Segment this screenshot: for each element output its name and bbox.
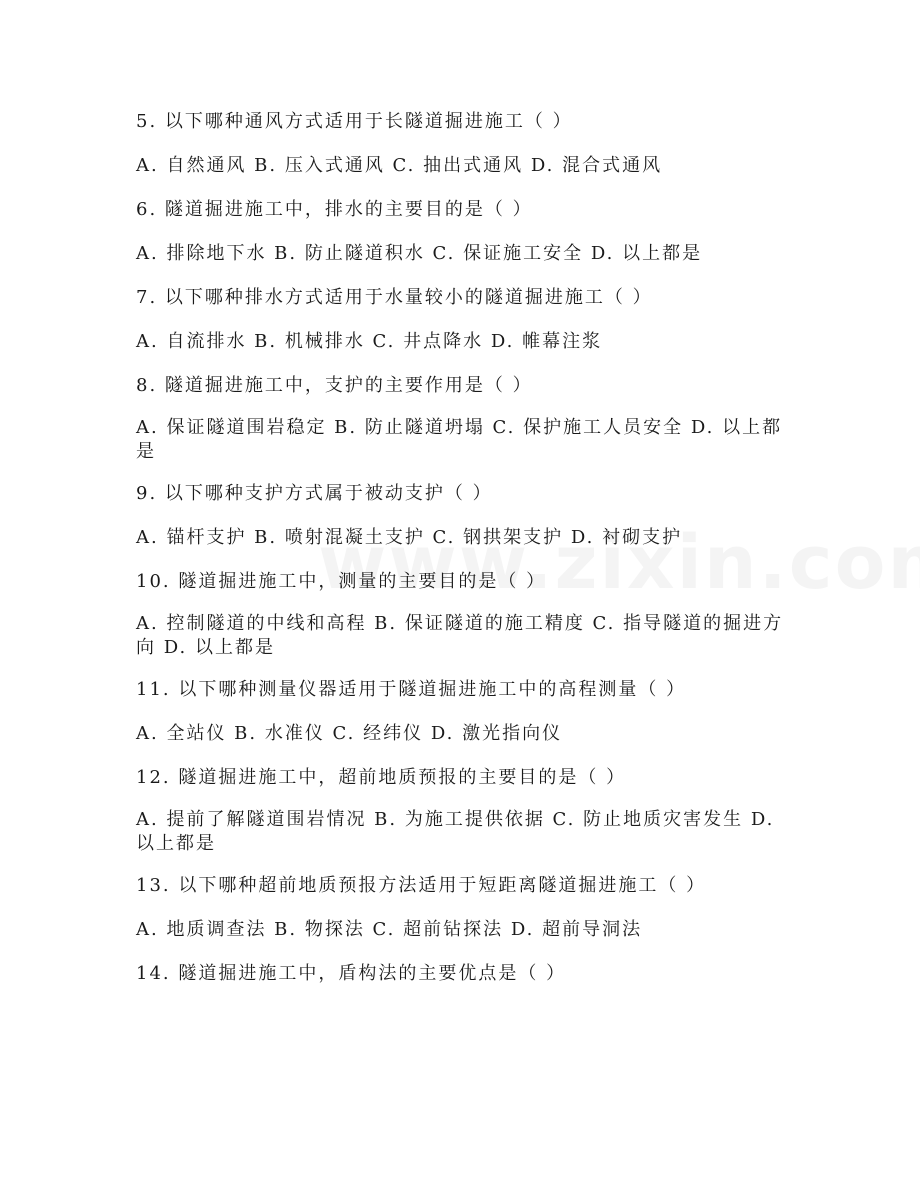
question-6: 6. 隧道掘进施工中，排水的主要目的是（ ） (136, 199, 533, 220)
question-13: 13. 以下哪种超前地质预报方法适用于短距离隧道掘进施工（ ） (136, 875, 707, 896)
options-10: A. 控制隧道的中线和高程 B. 保证隧道的施工精度 C. 指导隧道的掘进方向 D. 以上都是 (136, 613, 784, 658)
question-9: 9. 以下哪种支护方式属于被动支护（ ） (136, 483, 493, 504)
question-8: 8. 隧道掘进施工中，支护的主要作用是（ ） (136, 375, 533, 396)
question-10: 10. 隧道掘进施工中，测量的主要目的是（ ） (136, 571, 547, 592)
question-12: 12. 隧道掘进施工中，超前地质预报的主要目的是（ ） (136, 767, 627, 788)
options-5: A. 自然通风 B. 压入式通风 C. 抽出式通风 D. 混合式通风 (136, 155, 663, 176)
options-11: A. 全站仪 B. 水准仪 C. 经纬仪 D. 激光指向仪 (136, 723, 563, 744)
options-7: A. 自流排水 B. 机械排水 C. 井点降水 D. 帷幕注浆 (136, 331, 603, 352)
question-14: 14. 隧道掘进施工中，盾构法的主要优点是（ ） (136, 963, 567, 984)
question-11: 11. 以下哪种测量仪器适用于隧道掘进施工中的高程测量（ ） (136, 679, 687, 700)
options-12: A. 提前了解隧道围岩情况 B. 为施工提供依据 C. 防止地质灾害发生 D. 以上都是 (136, 809, 775, 854)
question-5: 5. 以下哪种通风方式适用于长隧道掘进施工（ ） (136, 111, 573, 132)
options-8: A. 保证隧道围岩稳定 B. 防止隧道坍塌 C. 保护施工人员安全 D. 以上都是 (136, 417, 783, 462)
options-9: A. 锚杆支护 B. 喷射混凝土支护 C. 钢拱架支护 D. 衬砌支护 (136, 527, 683, 548)
question-7: 7. 以下哪种排水方式适用于水量较小的隧道掘进施工（ ） (136, 287, 653, 308)
options-13: A. 地质调查法 B. 物探法 C. 超前钻探法 D. 超前导洞法 (136, 919, 643, 940)
options-6: A. 排除地下水 B. 防止隧道积水 C. 保证施工安全 D. 以上都是 (136, 243, 703, 264)
question-list (136, 108, 786, 988)
